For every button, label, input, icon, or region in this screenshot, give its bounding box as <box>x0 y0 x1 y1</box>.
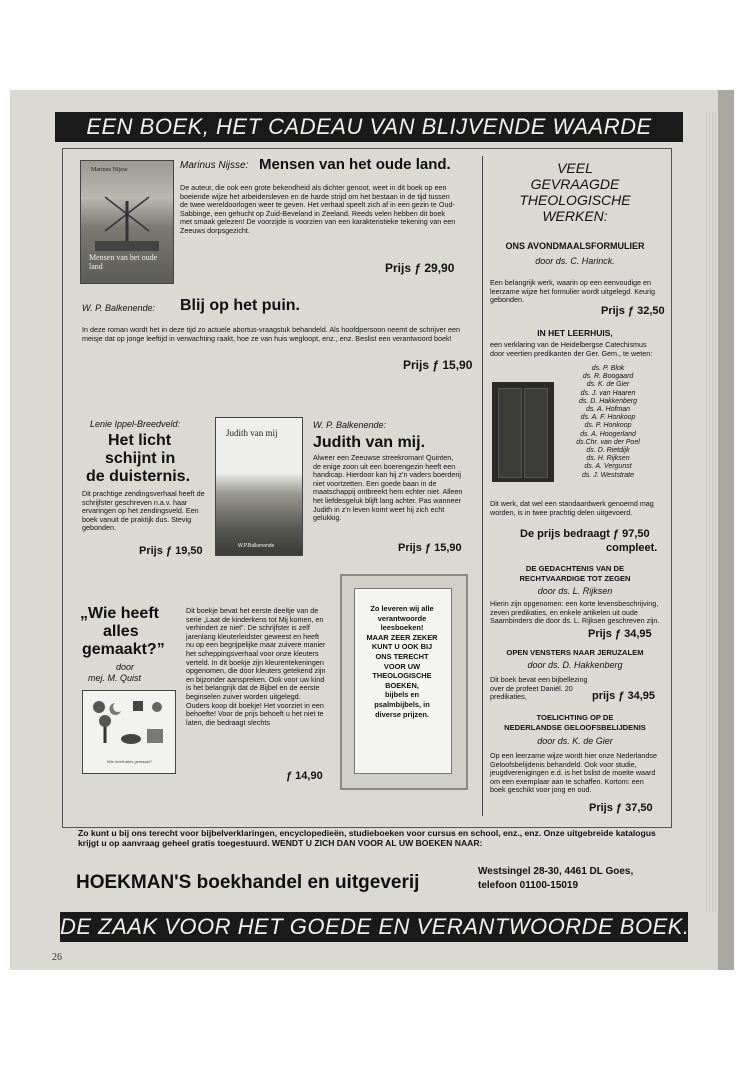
promo-line: psalmbijbels, in <box>374 699 430 709</box>
gedachtenis-title-2: RECHTVAARDIGE TOT ZEGEN <box>519 574 631 583</box>
author-name: ds. A. Hoogerland <box>580 430 636 438</box>
book4-price: Prijs ƒ 15,90 <box>398 542 462 554</box>
gedachtenis-description: Hierin zijn opgenomen: een korte levensbeschrijving, zeven predikaties, en enkele artikelen uit oude Saambinders die door ds. L. Rijksen geschreven zijn. <box>490 599 660 626</box>
promo-line: verantwoorde <box>377 613 427 623</box>
author-name: ds. A. F. Honkoop <box>580 414 636 422</box>
cover-title-judith: Judith van mij <box>226 428 278 438</box>
promo-line: VOOR UW <box>383 661 421 671</box>
book1-title: Mensen van het oude land. <box>259 156 451 173</box>
book4-description: Alweer een Zeeuwse streekroman! Quinten, de enige zoon uit een boerengezin heeft een handicap. Hierdoor kan hij z'n vaders boerderij niet voortzetten. Een goede baan in de maatschappij ontbreekt hem echter niet. Alleen het liefdesgeluk blijft lang achter. Pas wanneer Judith in z'n leven komt weet hij zich echt gelukkig. <box>313 453 463 523</box>
promo-line: Zo leveren wij alle <box>370 604 434 613</box>
cover-wie-heeft <box>82 690 176 774</box>
book5-by: door <box>116 662 135 672</box>
formulier-price: Prijs ƒ 32,50 <box>601 305 665 317</box>
vensters-title: OPEN VENSTERS NAAR JERUZALEM <box>506 648 644 657</box>
promo-line: bijbels en <box>384 690 420 700</box>
right-heading <box>490 160 660 224</box>
shop-name: HOEKMAN'S boekhandel en uitgeverij <box>76 872 420 893</box>
promo-line: BOEKEN, <box>385 680 419 690</box>
book5-title-line3: gemaakt?” <box>82 641 165 658</box>
promo-line: diverse prijzen. <box>375 709 429 719</box>
cover-author: Marinus Nijsse <box>91 167 128 173</box>
toelichting-title-2: NEDERLANDSE GELOOFSBELIJDENIS <box>504 723 646 732</box>
leerhuis-price-note: compleet. <box>606 542 658 554</box>
book3-title-line3: de duisternis. <box>86 468 191 485</box>
author-name: ds.Chr. van der Poel <box>576 438 640 446</box>
promo-line: MAAR ZEER ZEKER <box>366 632 438 642</box>
book1-author: Marinus Nijsse: <box>180 160 249 171</box>
formulier-description: Een belangrijk werk, waarin op een eenvoudige en leerzame wijze het formulier wordt uitgelegd. Keurig gebonden. <box>490 278 655 305</box>
author-name: ds. D. Rietdijk <box>586 447 630 455</box>
book1-price: Prijs ƒ 29,90 <box>385 261 455 275</box>
author-name: ds. K. de Gier <box>586 381 630 389</box>
toelichting-title-1: TOELICHTING OP DE <box>536 713 614 722</box>
author-name: ds. R. Boogaard <box>582 373 634 381</box>
author-name: ds. J. van Haaren <box>580 389 636 397</box>
author-name: ds. P. Blok <box>591 365 625 372</box>
promo-line: ONS TERECHT <box>375 651 429 661</box>
author-name: ds. P. Honkoop <box>584 422 632 430</box>
book1-description: De auteur, die ook een grote bekendheid als dichter genoot, weet in dit boek op een boeiende wijze het arbeidersleven en de harde strijd om het bestaan in de tijd tussen de twee wereldoorlogen weer te geven. Het verhaal speelt zich af in een gezin te Oud-Sabbinge, een gehucht op Zuid-Beveland in Zeeland. Reeds velen hebben dit boek met smaak gelezen! De voorzijde is voorzien van een karakteristieke tekening van een Zeeuws dorpsgezicht. <box>180 183 456 235</box>
vensters-author: door ds. D. Hakkenberg <box>527 660 623 670</box>
formulier-author: door ds. C. Harinck. <box>535 256 615 266</box>
book2-author: W. P. Balkenende: <box>82 303 156 313</box>
author-name: ds. D. Hakkenberg <box>579 397 637 405</box>
book3-title-line1: Het licht <box>108 432 172 449</box>
cover-mensen <box>80 160 174 284</box>
right-heading-line: VEEL <box>557 160 593 176</box>
book2-price: Prijs ƒ 15,90 <box>403 358 473 372</box>
gedachtenis-title-1: DE GEDACHTENIS VAN DE <box>525 564 625 573</box>
book-spine <box>498 388 522 478</box>
vensters-description: Dit boek bevat een bijbellezing over de profeet Daniël. 20 predikaties, <box>490 675 588 702</box>
book2-title: Blij op het puin. <box>180 297 300 314</box>
gedachtenis-price: Prijs ƒ 34,95 <box>588 628 652 640</box>
shop-address: Westsingel 28-30, 4461 DL Goes, <box>478 866 634 877</box>
toelichting-author: door ds. K. de Gier <box>537 736 613 746</box>
book4-title: Judith van mij. <box>313 434 426 451</box>
header-band: EEN BOEK, HET CADEAU VAN BLIJVENDE WAARDE <box>55 112 683 142</box>
book-spine <box>524 388 548 478</box>
cover-author-judith: W.P.Balkenende <box>238 543 275 549</box>
bottom-note: Zo kunt u bij ons terecht voor bijbelverklaringen, encyclopedieën, studieboeken voor cursus en school, enz., enz. Onze uitgebreide katalogus krijgt u op aanvraag geheel gratis toegestuurd. WENDT U ZICH DAN VOOR AL UW BOEKEN NAAR: <box>78 828 656 849</box>
vensters-price: prijs ƒ 34,95 <box>592 690 655 702</box>
cover-title: Mensen van het oude land <box>89 253 158 271</box>
book3-price: Prijs ƒ 19,50 <box>139 545 203 557</box>
author-name: ds. J. Weststrate <box>582 471 634 479</box>
author-list <box>556 365 660 480</box>
shop-phone: telefoon 01100-15019 <box>478 880 579 891</box>
formulier-title: ONS AVONDMAALSFORMULIER <box>505 241 645 251</box>
leerhuis-books-photo <box>492 382 554 482</box>
creation-illustration <box>87 695 171 755</box>
gedachtenis-author: door ds. L. Rijksen <box>537 586 613 596</box>
leerhuis-title: IN HET LEERHUIS, <box>537 328 613 338</box>
book5-author: mej. M. Quist <box>88 673 142 683</box>
cover-caption: Wie heeft alles gemaakt? <box>107 759 152 764</box>
leerhuis-after: Dit werk, dat wel een standaardwerk genoemd mag worden, is in twee prachtig delen uitgevoerd. <box>490 499 654 517</box>
promo-line: THEOLOGISCHE <box>372 671 432 681</box>
toelichting-price: Prijs ƒ 37,50 <box>589 802 653 814</box>
right-heading-line: THEOLOGISCHE <box>519 192 631 208</box>
footer-band: DE ZAAK VOOR HET GOEDE EN VERANTWOORDE BOEK. <box>60 912 688 942</box>
right-heading-line: WERKEN: <box>542 208 608 224</box>
book5-title-line2: alles <box>103 623 139 640</box>
book5-price: ƒ 14,90 <box>286 770 323 782</box>
promo-line: KUNT U OOK BIJ <box>371 642 433 652</box>
toelichting-description: Op een leerzame wijze wordt hier onze Nederlandse Geloofsbelijdenis behandeld. Ook voor studie, jeugdverenigingen e.d. is het bslist de moeite waard om een exemplaar aan te schaffen. Kortom: een boek geschikt voor jong en oud. <box>490 751 657 795</box>
page-number: 26 <box>52 952 62 963</box>
page-edge-texture <box>706 112 716 912</box>
cover-judith <box>215 417 303 556</box>
author-name: ds. A. Hofman <box>585 406 631 414</box>
leerhuis-price: De prijs bedraagt ƒ 97,50 <box>520 528 650 540</box>
book3-description: Dit prachtige zendingsverhaal heeft de schrijfster geschreven n.a.v. haar ervaringen op het zendingsveld. Een boek vanuit de praktijk dus. Stevig gebonden. <box>82 489 205 533</box>
book2-description: In deze roman wordt het in deze tijd zo actuele abortus-vraagstuk behandeld. Als hoofdpersoon neemt de schrijver een meisje dat op jonge leeftijd in verwachting raakt, hoe ze van huis wegloopt, enz., enz. Beslist een verantwoord boek! <box>82 325 460 343</box>
windmill-illustration <box>95 191 159 251</box>
promo-line: leesboeken! <box>380 623 424 633</box>
leerhuis-description: een verklaring van de Heidelbergse Catechismus door veertien predikanten der Ger. Gem., te weten: <box>490 340 653 358</box>
book3-title-line2: schijnt in <box>105 450 176 467</box>
page-edge-shadow <box>718 90 734 970</box>
book4-author: W. P. Balkenende: <box>313 420 387 430</box>
right-heading-line: GEVRAAGDE <box>530 176 620 192</box>
book5-description: Dit boekje bevat het eerste deeltje van de serie „Laat de kinderkens tot Mij komen, en verhindert ze niet”. De schrijfster is zelf jarenlang kleuterleidster geweest en heeft nu op een begrijpelijke maar zuivere manier het scheppingsverhaal voor onze kleuters verteld. In dit boekje zijn kleurentekeningen opgenomen, die door kleuters getekend zijn en bijzonder aanspreken. Ook voor uw kind is het belangrijk dat de Bijbel en de eerste beginselen zuiver worden uitgelegd. Ouders koop dit boekje! Het voorziet in een behoefte! Voor de prijs behoeft u het niet te laten, die bedraagt slechts <box>186 606 326 727</box>
book3-author: Lenie Ippel-Breedveld: <box>90 419 181 429</box>
author-name: ds. H. Rijksen <box>586 455 630 463</box>
author-name: ds. A. Vergunst <box>584 463 632 471</box>
column-divider <box>482 156 483 816</box>
promo-box-text <box>356 604 448 719</box>
book5-title-line1: „Wie heeft <box>80 605 159 622</box>
